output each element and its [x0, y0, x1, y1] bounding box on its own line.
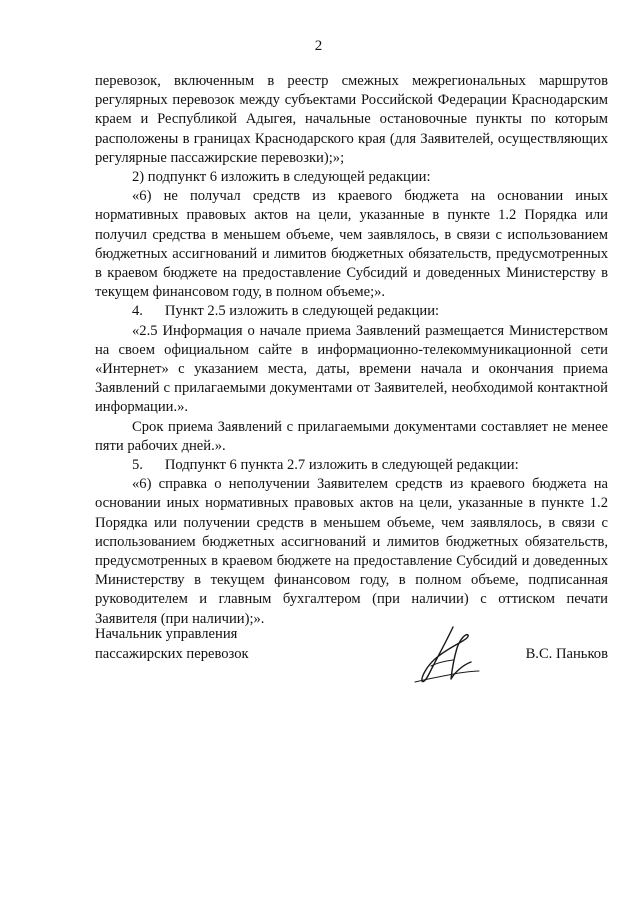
signer-position-line-1: Начальник управления — [95, 626, 238, 642]
paragraph-item-4: 4. Пункт 2.5 изложить в следующей редакции: — [132, 303, 440, 320]
paragraph-quote-certificate: «6) справка о неполучении Заявителем средств из краевого бюджета на основании иных нормативных правовых актов на цели, указанные в пункте 1.2 Порядка или получении средств в меньшем объеме, чем заявлялось, в связи с использованием бюджетных ассигнований и лимитов бюджетных обязательств, предусмотренных в краевом бюджете на предоставление Субсидий и доведенных Министерству в текущем финансовом году, в полном объеме, подписанная руководителем и главным бухгалтером (при наличии) с оттиском печати Заявителя (при наличии);». — [95, 476, 608, 627]
paragraph-quote-2-5: «2.5 Информация о начале приема Заявлений размещается Министерством на своем официальном сайте в информационно-телекоммуникационной сети «Интернет» с указанием места, даты, времени начала и окончания приема Заявлений с прилагаемыми документами от Заявителей, необходимой контактной информации.». — [95, 322, 608, 416]
signer-name: В.С. Паньков — [525, 645, 608, 662]
page-number: 2 — [314, 38, 323, 54]
handwritten-signature — [413, 622, 481, 688]
paragraph-item-5: 5. Подпункт 6 пункта 2.7 изложить в следующей редакции: — [132, 457, 519, 474]
paragraph-continuation: перевозок, включенным в реестр смежных межрегиональных маршрутов регулярных перевозок между субъектами Российской Федерации Краснодарским краем и Республикой Адыгея, начальные остановочные пункты по которым расположены в границах Краснодарского края (для Заявителей, осуществляющих регулярные пассажирские перевозки);»; — [95, 73, 608, 166]
signer-position — [95, 625, 249, 664]
paragraph-subitem-2: 2) подпункт 6 изложить в следующей редакции: — [132, 169, 431, 186]
signature-block — [95, 625, 608, 695]
paragraph-quote-6: «6) не получал средств из краевого бюджета на основании иных нормативных правовых актов на цели, указанные в пункте 1.2 Порядка или получил средства в меньшем объеме, чем заявлялось, в связи с использованием бюджетных ассигнований и лимитов бюджетных обязательств, предусмотренных в краевом бюджете на предоставление Субсидий и доведенных Министерству в текущем финансовом году, в полном объеме;». — [95, 188, 608, 301]
document-body — [95, 72, 608, 629]
signer-position-line-2: пассажирских перевозок — [95, 645, 249, 662]
paragraph-deadline: Срок приема Заявлений с прилагаемыми документами составляет не менее пяти рабочих дней.». — [95, 418, 608, 454]
